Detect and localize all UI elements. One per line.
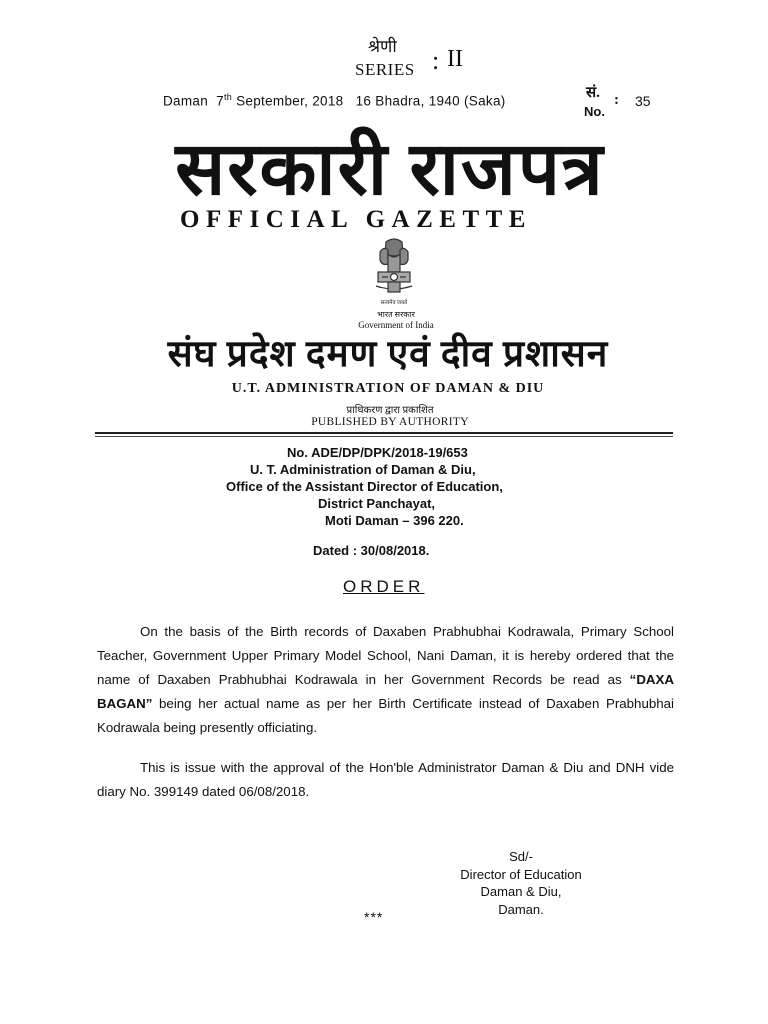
header-divider	[95, 432, 673, 434]
paragraph-1-text-end: being her actual name as per her Birth Certificate instead of Daxaben Prabhubhai Kodrawala being presently officiating.	[97, 696, 674, 735]
published-by-authority-hindi: प्राधिकरण द्वारा प्रकाशित	[346, 405, 434, 416]
series-colon: :	[432, 46, 440, 75]
order-number: No. ADE/DP/DPK/2018-19/653	[287, 445, 468, 460]
dateline-saka-date: 16 Bhadra, 1940 (Saka)	[355, 93, 506, 109]
administration-name-hindi: संघ प्रदेश दमण एवं दीव प्रशासन	[167, 334, 609, 375]
dateline-day-suffix: th	[223, 92, 233, 102]
order-date: Dated : 30/08/2018.	[313, 543, 430, 558]
government-of-india: Government of India	[358, 320, 434, 330]
published-by-authority: PUBLISHED BY AUTHORITY	[311, 416, 469, 428]
order-paragraph-1	[97, 620, 674, 740]
government-of-india-hindi: भारत सरकार	[377, 310, 415, 319]
signature-place-2: Daman.	[498, 901, 544, 917]
new-name-bold: “DAXA BAGAN”	[97, 672, 674, 711]
issue-number-value: 35	[635, 93, 651, 109]
office-line-4: Moti Daman – 396 220.	[325, 513, 464, 528]
signature-designation: Director of Education	[460, 866, 582, 882]
signature-place-1: Daman & Diu,	[480, 884, 562, 899]
series-label-hindi: श्रेणी	[368, 37, 397, 56]
office-line-3: District Panchayat,	[318, 496, 436, 511]
national-emblem-icon	[370, 234, 418, 300]
paragraph-1-text-start: On the basis of the Birth records of Daxaben Prabhubhai Kodrawala, Primary School Teacher, Government Upper Primary Model School, Nani Daman, it is hereby ordered that the name of Daxaben Prabhubhai Kodrawala in her Government Records be read as	[97, 624, 674, 687]
dateline-day: 7	[216, 93, 224, 109]
office-line-2: Office of the Assistant Director of Education,	[226, 479, 503, 494]
dateline-place: Daman	[163, 93, 209, 109]
issue-number-label-hindi: सं.	[586, 85, 600, 101]
dateline-month-year: September, 2018	[236, 93, 344, 109]
end-of-document-mark: ***	[364, 909, 384, 925]
series-value: II	[447, 46, 463, 72]
order-title: ORDER	[343, 577, 425, 596]
emblem-motto: सत्यमेव जयते	[380, 300, 408, 306]
office-line-1: U. T. Administration of Daman & Diu,	[250, 462, 476, 477]
header-divider-thin	[95, 436, 673, 437]
order-paragraph-2: This is issue with the approval of the Hon'ble Administrator Daman & Diu and DNH vide diary No. 399149 dated 06/08/2018.	[97, 760, 674, 799]
dateline	[163, 92, 506, 109]
series-label: SERIES	[355, 60, 415, 79]
signature-sd: Sd/-	[509, 849, 533, 864]
issue-number-colon: :	[614, 92, 619, 108]
signature-block	[450, 848, 592, 918]
masthead-title-english: OFFICIAL GAZETTE	[180, 206, 532, 233]
administration-name: U.T. ADMINISTRATION OF DAMAN & DIU	[231, 381, 545, 396]
issue-number-label: No.	[584, 104, 605, 119]
masthead-title-hindi: सरकारी राजपत्र	[175, 129, 605, 211]
